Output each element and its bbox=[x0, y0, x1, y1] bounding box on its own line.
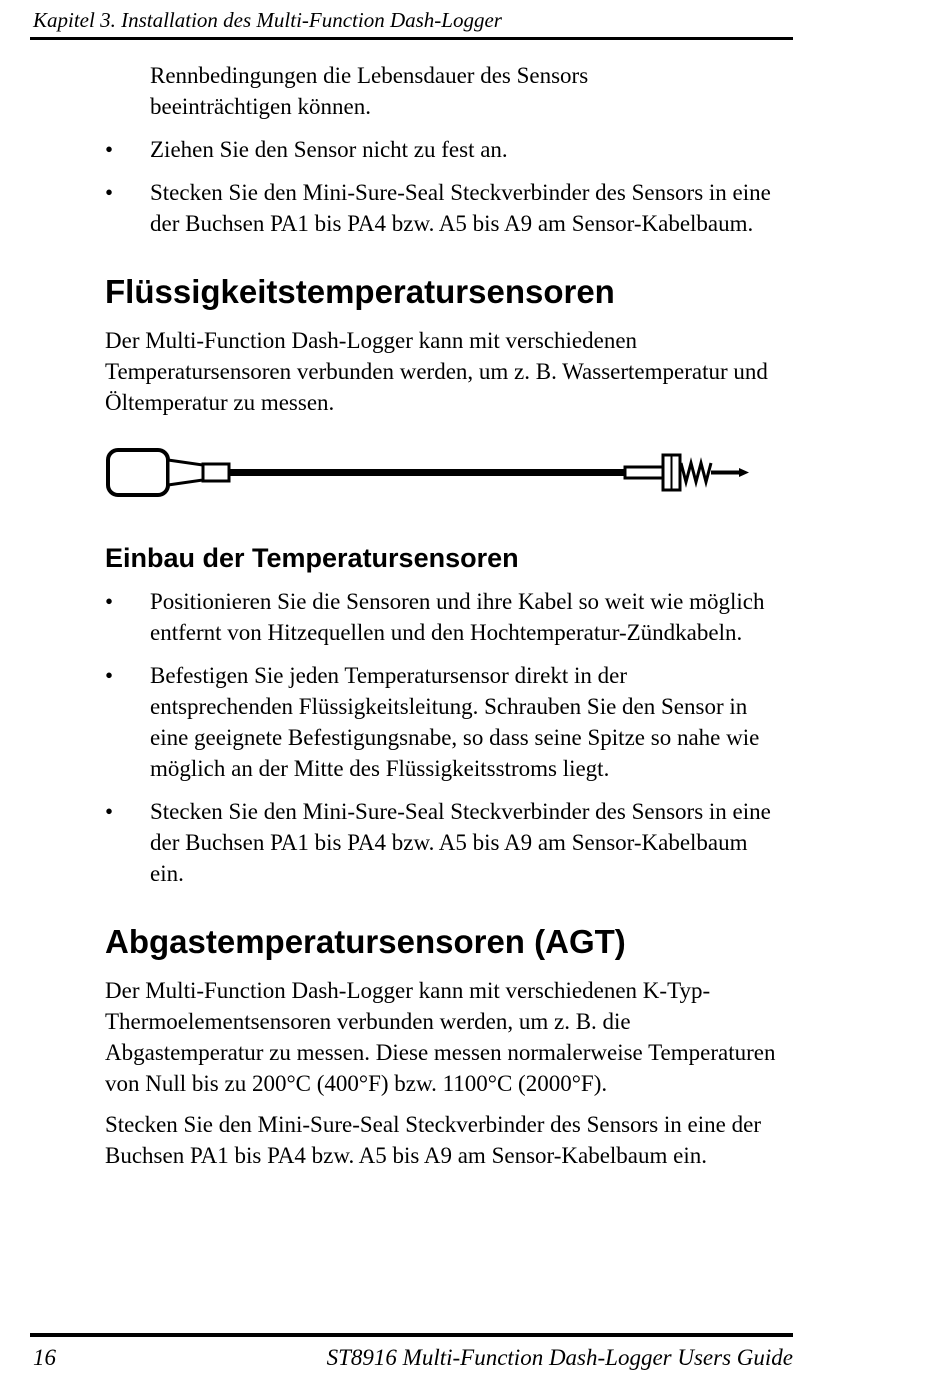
bullet-icon: • bbox=[105, 137, 114, 162]
bullet-text: Ziehen Sie den Sensor nicht zu fest an. bbox=[150, 137, 508, 162]
bullet-icon: • bbox=[105, 589, 114, 614]
list-item bbox=[105, 586, 775, 648]
temperature-sensor-diagram-icon bbox=[105, 444, 750, 502]
running-header bbox=[30, 0, 793, 40]
temperature-sensor-figure bbox=[105, 444, 750, 510]
paragraph: Der Multi-Function Dash-Logger kann mit verschiedenen K-Typ-Thermoelementsensoren verbunden werden, um z. B. die Abgastemperatur zu messen. Diese messen normalerweise Temperaturen von Null bis zu 200°C (400°F) bzw. 1100°C (2000°F). bbox=[105, 978, 776, 1096]
list-item bbox=[105, 134, 775, 165]
bullet-text: Positionieren Sie die Sensoren und ihre Kabel so weit wie möglich entfernt von Hitzequellen und den Hochtemperatur-Zündkabeln. bbox=[150, 589, 765, 645]
bullet-text: Stecken Sie den Mini-Sure-Seal Steckverbinder des Sensors in eine der Buchsen PA1 bis PA4 bzw. A5 bis A9 am Sensor-Kabelbaum. bbox=[150, 180, 771, 236]
header-rule bbox=[30, 37, 793, 40]
paragraph: Stecken Sie den Mini-Sure-Seal Steckverbinder des Sensors in eine der Buchsen PA1 bis PA4 bzw. A5 bis A9 am Sensor-Kabelbaum ein. bbox=[105, 1112, 761, 1168]
section-title-fluid-sensors: Flüssigkeitstemperatursensoren bbox=[105, 273, 615, 310]
continuation-paragraph: Rennbedingungen die Lebensdauer des Sensors beeinträchtigen können. bbox=[150, 63, 589, 119]
footer-row bbox=[30, 1337, 793, 1371]
chapter-header-text: Kapitel 3. Installation des Multi-Function Dash-Logger bbox=[33, 8, 502, 32]
list-item bbox=[105, 660, 775, 784]
page-number: 16 bbox=[33, 1345, 56, 1370]
content-column bbox=[30, 44, 793, 1171]
list-item bbox=[105, 796, 775, 889]
page-footer bbox=[30, 1333, 793, 1371]
bullet-icon: • bbox=[105, 663, 114, 688]
bullet-icon: • bbox=[105, 799, 114, 824]
bullet-icon: • bbox=[105, 180, 114, 205]
subsection-title-install: Einbau der Temperatursensoren bbox=[105, 543, 519, 573]
list-item bbox=[105, 177, 775, 239]
section-title-agt-sensors: Abgastemperatursensoren (AGT) bbox=[105, 923, 626, 960]
paragraph: Der Multi-Function Dash-Logger kann mit verschiedenen Temperatursensoren verbunden werden, um z. B. Wassertemperatur und Öltemperatur zu messen. bbox=[105, 328, 768, 415]
document-title: ST8916 Multi-Function Dash-Logger Users Guide bbox=[326, 1345, 793, 1370]
bullet-text: Befestigen Sie jeden Temperatursensor direkt in der entsprechenden Flüssigkeitsleitung. Schrauben Sie den Sensor in eine geeignete Befestigungsnabe, so dass seine Spitze so nahe wie möglich an der Mitte des Flüssigkeitsstroms liegt. bbox=[150, 663, 760, 781]
bullet-text: Stecken Sie den Mini-Sure-Seal Steckverbinder des Sensors in eine der Buchsen PA1 bis PA4 bzw. A5 bis A9 am Sensor-Kabelbaum ein. bbox=[150, 799, 771, 886]
